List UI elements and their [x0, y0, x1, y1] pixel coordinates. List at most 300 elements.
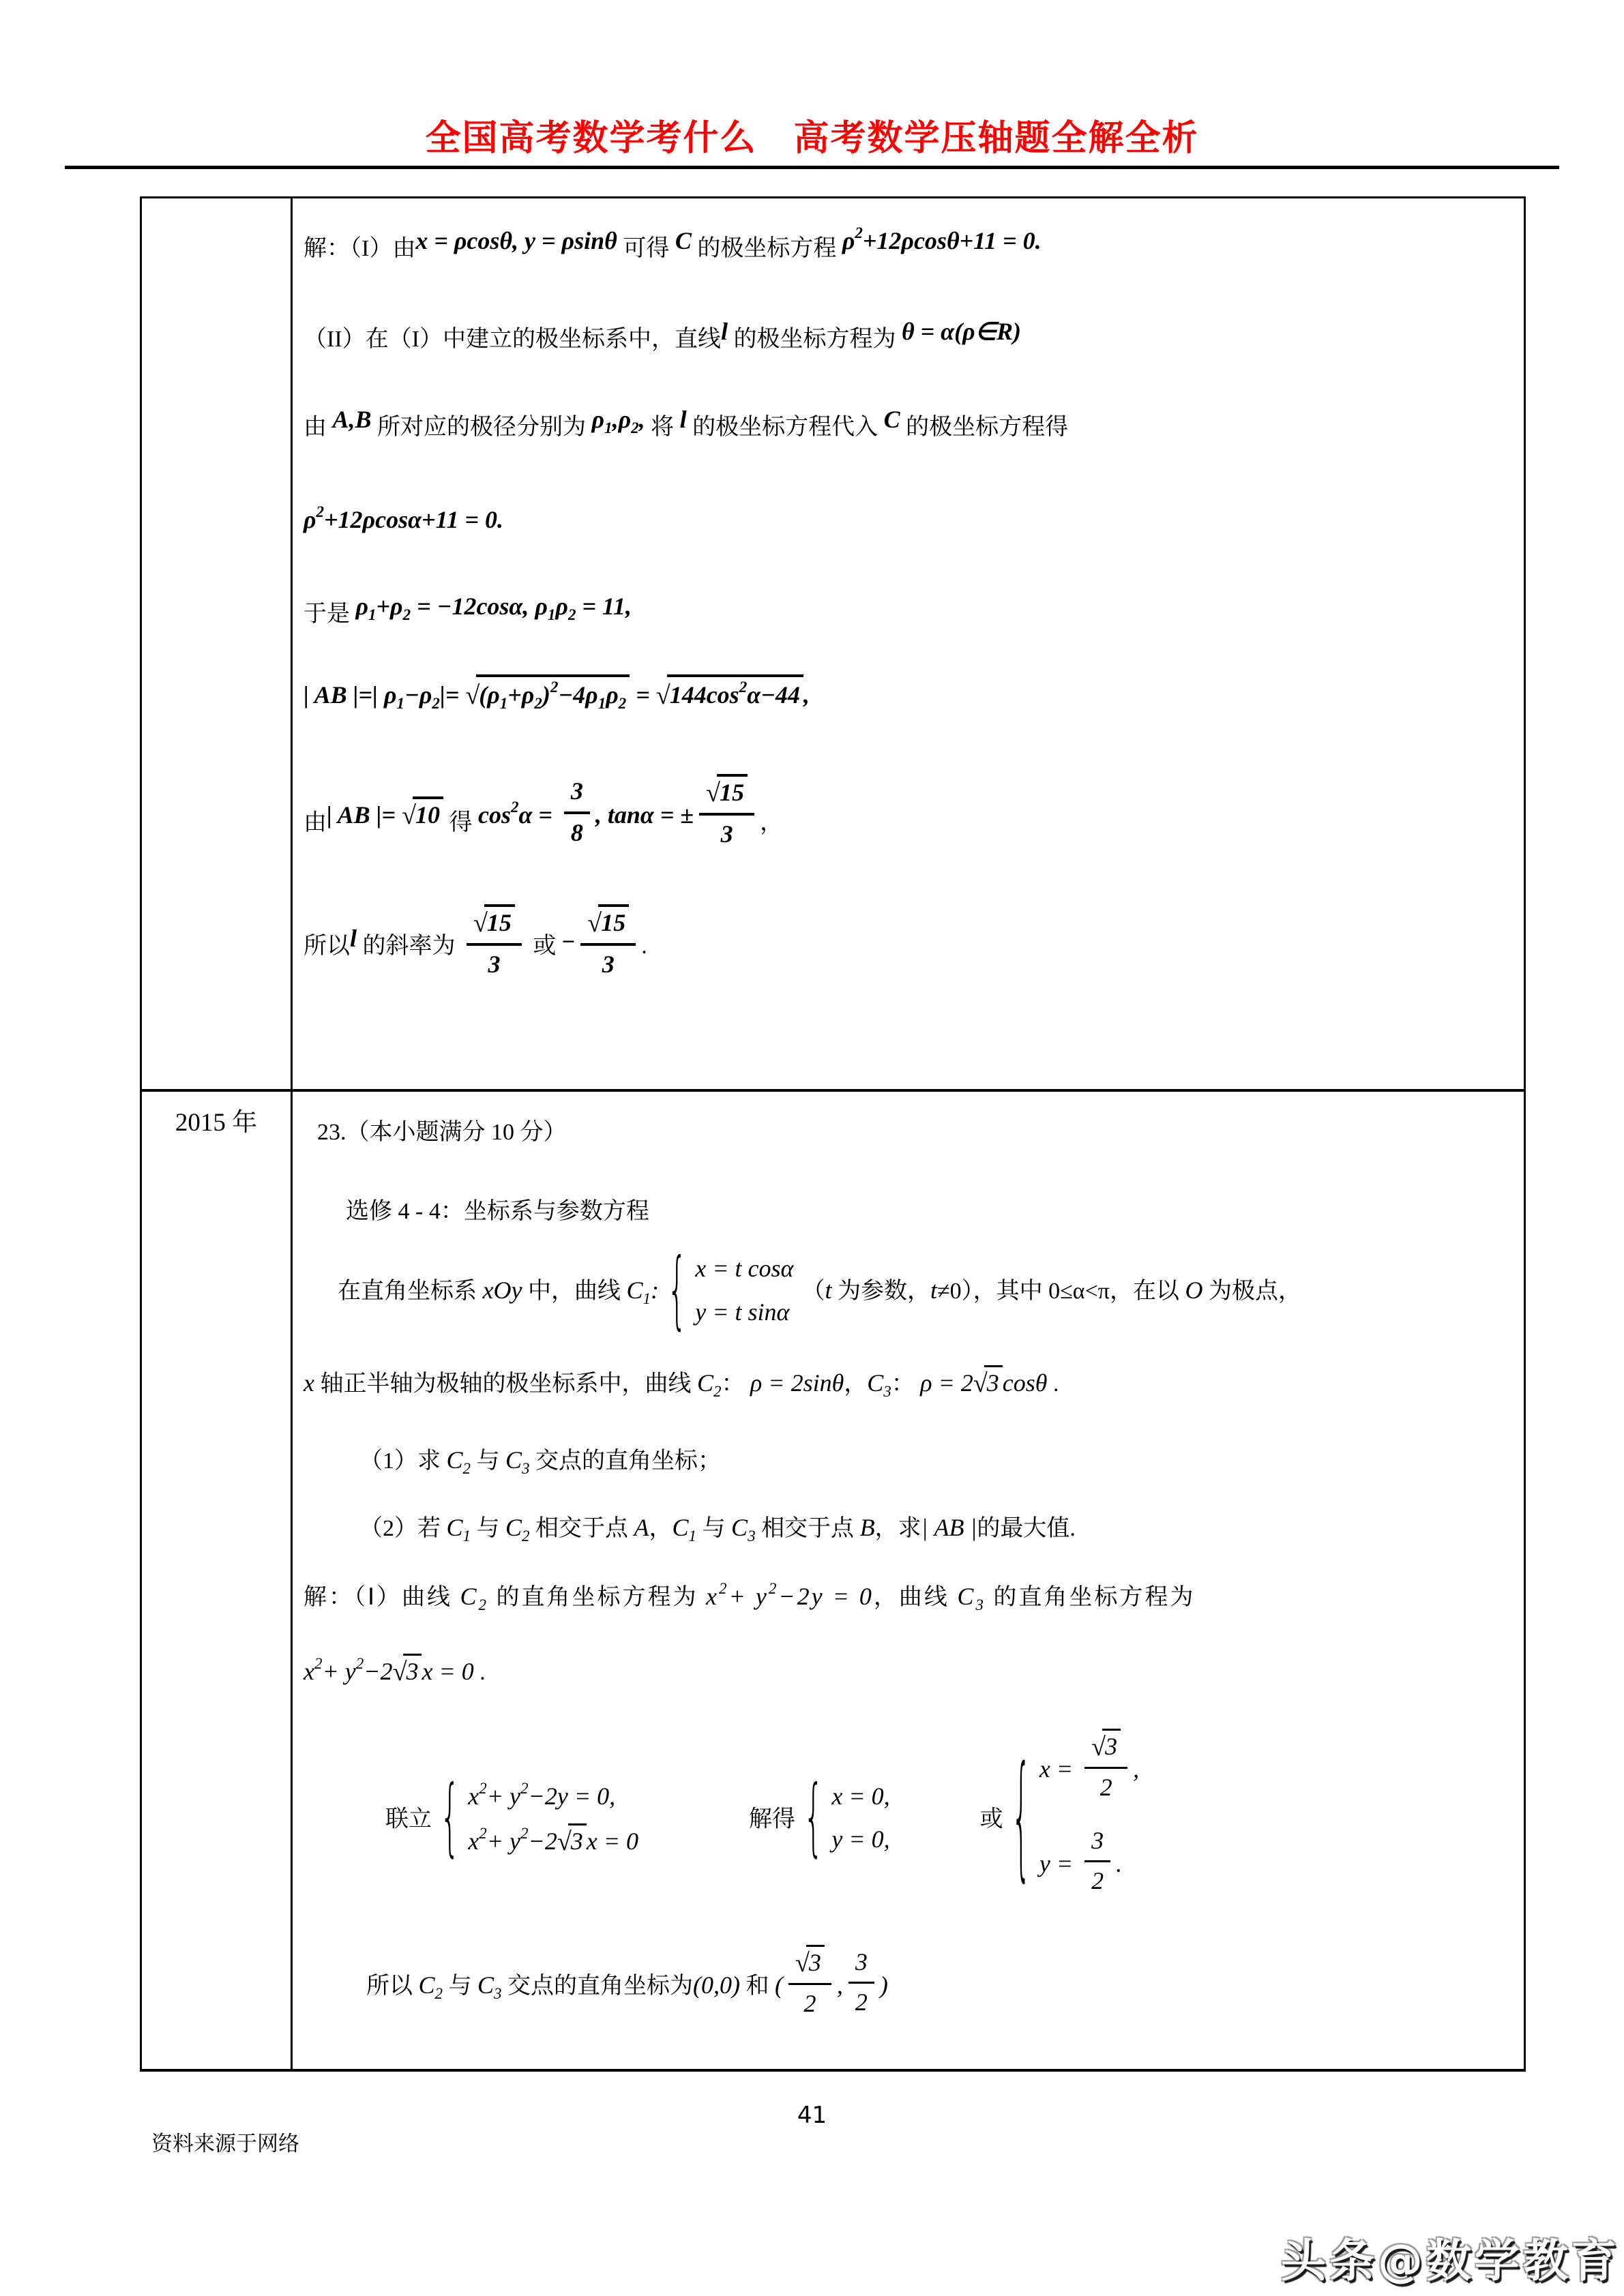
- subscript: 1: [499, 694, 508, 712]
- math-segment: 3: [808, 1948, 821, 1976]
- math-segment: O: [1185, 1277, 1203, 1304]
- math-segment: (: [775, 1971, 784, 1999]
- solution-line: [304, 223, 1509, 264]
- superscript: 2: [479, 1824, 487, 1842]
- math-segment: x: [304, 1369, 314, 1397]
- superscript: 2: [510, 798, 519, 816]
- math-segment: l: [350, 924, 357, 952]
- math-segment: , tanα = ±: [595, 801, 694, 829]
- text-segment: .: [473, 1660, 486, 1686]
- text-segment: 可得: [617, 236, 675, 261]
- text-segment: 由: [304, 415, 333, 441]
- math-run: [478, 779, 760, 856]
- math-segment: 15: [601, 908, 626, 936]
- text-segment: 和: [740, 1973, 776, 1999]
- text-segment: 所对应的极径分别为: [371, 415, 592, 441]
- system-row: [831, 1823, 889, 1855]
- math-segment: ρ = 2sinθ: [750, 1369, 844, 1397]
- table-row: [142, 198, 1524, 1092]
- math-segment: x: [468, 1827, 479, 1855]
- solution-line: [304, 502, 1509, 536]
- superscript: 2: [316, 503, 325, 520]
- square-root: [973, 1365, 1003, 1401]
- math-segment: ρ: [555, 592, 568, 620]
- subscript: 1: [396, 694, 405, 712]
- radical-sign: √: [587, 908, 602, 938]
- year-cell: [142, 1092, 293, 2069]
- math-segment: ρ = 2: [920, 1369, 973, 1397]
- solution-line: [304, 779, 1509, 856]
- math-segment: ,: [638, 406, 645, 434]
- numerator: [699, 774, 754, 814]
- math-segment: ρ: [355, 592, 369, 620]
- math-segment: C: [505, 1513, 522, 1541]
- math-segment: −2: [528, 1827, 557, 1855]
- math-segment: = −12cosα, ρ: [411, 592, 548, 620]
- numerator: [564, 775, 590, 811]
- math-segment: 3: [602, 951, 615, 979]
- text-segment: ：: [891, 1371, 921, 1397]
- math-segment: | AB |=: [327, 801, 402, 829]
- square-root: [402, 796, 443, 833]
- math-segment: C: [446, 1446, 463, 1474]
- math-segment: A: [634, 1513, 649, 1541]
- text-segment: ≠0），其中 0≤α<π，在以: [936, 1279, 1185, 1304]
- year-label: 2015 年: [175, 1109, 258, 1137]
- subscript: 1: [368, 606, 377, 623]
- problem-cell: [293, 1092, 1524, 2069]
- math-segment: cosθ: [1002, 1369, 1048, 1397]
- system-row: [695, 1253, 793, 1285]
- subscript: 3: [975, 1596, 986, 1614]
- text-segment: 所以: [304, 933, 350, 959]
- math-segment: −4ρ: [558, 681, 598, 709]
- text-segment: 于是: [304, 601, 356, 627]
- denominator: [564, 811, 590, 849]
- math-run: [680, 404, 687, 436]
- math-run: [356, 591, 632, 625]
- solution-line: [304, 1579, 1509, 1615]
- solution-line: [366, 1950, 1509, 2026]
- math-segment: + y: [486, 1827, 521, 1855]
- math-segment: |=: [439, 681, 466, 709]
- subscript: 2: [713, 1382, 722, 1400]
- denominator: [580, 943, 636, 981]
- solution-line: [304, 1654, 1509, 1689]
- math-segment: x: [468, 1782, 479, 1810]
- system-rows: [695, 1253, 793, 1328]
- math-segment: ,: [836, 1971, 843, 1999]
- text-segment: 解：（I）由: [304, 236, 416, 261]
- system-row: [1039, 1734, 1139, 1810]
- numerator: [467, 904, 522, 944]
- equation-system: [666, 1239, 794, 1339]
- math-segment: ρ: [591, 406, 605, 434]
- subscript: 2: [432, 694, 440, 712]
- text-segment: 的极坐标方程代入: [686, 415, 884, 441]
- math-run: [675, 225, 692, 257]
- math-run: [350, 923, 357, 955]
- math-segment: α =: [518, 801, 559, 829]
- text-segment: 为极点，: [1202, 1279, 1301, 1304]
- superscript: 2: [314, 1655, 323, 1673]
- radicand: [476, 674, 630, 714]
- fraction: [1084, 1729, 1127, 1804]
- text-segment: ，曲线: [873, 1585, 958, 1611]
- fraction: [580, 904, 636, 981]
- denominator: [1084, 1860, 1110, 1897]
- subscript: 2: [567, 606, 576, 623]
- math-segment: 144cos: [669, 681, 739, 709]
- page-number: 41: [797, 2102, 827, 2129]
- math-segment: ,: [803, 681, 810, 709]
- subscript: 2: [434, 1985, 443, 2003]
- denominator: [699, 813, 754, 850]
- text-segment: ：: [721, 1371, 750, 1397]
- subscript: 1: [604, 419, 612, 437]
- superscript: 2: [550, 678, 559, 696]
- equation-system: [803, 1767, 890, 1866]
- math-segment: x = 0: [586, 1827, 639, 1855]
- problem-line: [346, 1197, 1509, 1227]
- text-segment: ，: [760, 809, 784, 835]
- fraction: [848, 1946, 874, 2018]
- solution-line: [304, 316, 1509, 355]
- math-segment: −2: [364, 1658, 393, 1686]
- subscript: 3: [494, 1985, 502, 2003]
- system-row: [1039, 1826, 1139, 1903]
- radicand: [717, 774, 748, 809]
- math-run: [884, 404, 900, 436]
- radicand: [598, 904, 629, 939]
- math-segment: + y: [728, 1583, 769, 1611]
- math-segment: 10: [415, 801, 440, 829]
- math-segment: .: [1116, 1849, 1123, 1877]
- subscript: 2: [522, 1527, 530, 1545]
- numerator: [848, 1946, 874, 1982]
- radical-sign: √: [557, 1827, 572, 1856]
- text-segment: 选修 4 - 4：坐标系与参数方程: [346, 1199, 649, 1225]
- system-rows: [468, 1778, 638, 1859]
- math-segment: + y: [486, 1782, 521, 1810]
- system-row: [468, 1778, 638, 1813]
- math-segment: y = 0,: [831, 1825, 890, 1853]
- math-run: [721, 316, 728, 348]
- superscript: 2: [768, 1580, 779, 1598]
- superscript: 2: [520, 1779, 529, 1797]
- left-brace: {: [1011, 1736, 1031, 1895]
- math-run: [327, 796, 443, 833]
- subscript: 2: [462, 1459, 471, 1477]
- math-segment: xOy: [482, 1277, 522, 1304]
- math-segment: ρ: [606, 681, 619, 709]
- text-segment: 与: [443, 1973, 478, 1999]
- text-segment: 解得: [749, 1806, 796, 1832]
- fraction-prefix: −: [561, 929, 576, 955]
- square-root: [465, 674, 630, 714]
- denominator: [467, 943, 522, 981]
- subscript: 1: [643, 1290, 651, 1308]
- numerator: [788, 1945, 831, 1984]
- math-segment: 2: [1099, 1774, 1112, 1802]
- superscript: 2: [855, 224, 863, 241]
- equation-system: [440, 1767, 639, 1866]
- radicand: [484, 904, 515, 939]
- superscript: 2: [479, 1779, 487, 1797]
- radical-sign: √: [973, 1369, 988, 1398]
- subscript: 1: [462, 1527, 471, 1545]
- square-root: [587, 904, 629, 940]
- math-segment: + y: [322, 1658, 356, 1686]
- math-segment: y = t sinα: [695, 1298, 790, 1326]
- text-segment: （2）若: [359, 1515, 447, 1541]
- math-segment: = 11,: [576, 592, 632, 620]
- text-segment: 将: [645, 415, 680, 441]
- math-run: [902, 316, 1021, 348]
- source-note: 资料来源于网络: [151, 2132, 299, 2156]
- solution-line: [304, 591, 1509, 629]
- square-root: [1091, 1729, 1121, 1764]
- math-segment: 2: [855, 1988, 868, 2016]
- math-segment: x = 0,: [831, 1783, 890, 1810]
- problem-line: [359, 1512, 1509, 1547]
- subscript: 3: [883, 1382, 891, 1400]
- fraction: [467, 904, 522, 981]
- math-segment: (0,0): [693, 1971, 741, 1999]
- math-segment: x = ρcosθ, y = ρsinθ: [415, 227, 617, 254]
- math-segment: (ρ: [479, 681, 500, 709]
- system-rows: [1039, 1734, 1139, 1903]
- fraction: [699, 774, 754, 851]
- math-segment: C: [696, 1369, 713, 1397]
- math-segment: x: [304, 1658, 314, 1686]
- math-run: [842, 223, 1042, 257]
- math-segment: 8: [570, 818, 583, 846]
- system-row: [831, 1780, 889, 1813]
- text-segment: 轴正半轴为极轴的极坐标系中，曲线: [314, 1371, 697, 1397]
- math-segment: C: [418, 1971, 435, 1999]
- superscript: 2: [719, 1580, 729, 1598]
- system-row: [468, 1823, 638, 1859]
- math-segment: −2y = 0,: [528, 1782, 616, 1810]
- fraction: [1084, 1825, 1110, 1897]
- problem-line: [304, 1365, 1509, 1402]
- math-segment: 2: [803, 1990, 816, 2018]
- math-segment: C: [731, 1513, 748, 1541]
- subscript: 2: [402, 606, 411, 623]
- math-segment: 3: [986, 1369, 999, 1397]
- text-segment: 的极坐标方程为: [727, 327, 902, 353]
- math-segment: ,: [1133, 1755, 1140, 1783]
- solution-line: [304, 404, 1509, 443]
- math-segment: 15: [720, 778, 745, 806]
- page-title: 全国高考数学考什么 高考数学压轴题全解全析: [425, 119, 1199, 158]
- text-segment: ，: [649, 1515, 673, 1541]
- math-segment: 2: [1091, 1866, 1104, 1894]
- problem-line: [359, 1444, 1509, 1479]
- text-segment: 联立: [385, 1806, 432, 1832]
- radical-sign: √: [655, 681, 670, 710]
- math-segment: +ρ: [376, 592, 403, 620]
- square-root: [473, 904, 515, 940]
- solution-line: [304, 674, 1509, 714]
- subscript: 3: [748, 1527, 756, 1545]
- math-segment: x: [706, 1583, 720, 1611]
- math-segment: ): [879, 1971, 888, 1999]
- equation-system: [1012, 1734, 1139, 1903]
- math-segment: C: [883, 406, 900, 434]
- text-segment: 交点的直角坐标为: [501, 1973, 694, 1999]
- math-segment: x =: [1039, 1755, 1080, 1783]
- subscript: 1: [597, 694, 606, 712]
- radical-sign: √: [1091, 1732, 1106, 1761]
- math-segment: t: [825, 1277, 832, 1304]
- text-segment: 的直角坐标方程为: [488, 1585, 707, 1611]
- numerator: [1084, 1825, 1110, 1860]
- math-run: [415, 225, 617, 257]
- watermark: 头条@数学教育: [1281, 2235, 1620, 2287]
- table-row: [142, 1092, 1524, 2069]
- header-divider: [65, 166, 1559, 169]
- math-segment: 3: [488, 951, 501, 979]
- math-segment: y =: [1039, 1849, 1080, 1877]
- text-segment: ，求: [874, 1515, 921, 1541]
- square-root: [795, 1945, 825, 1980]
- math-segment: 3: [720, 820, 733, 848]
- text-segment: 得: [443, 809, 478, 835]
- solution-cell: [293, 198, 1524, 1089]
- math-segment: θ = α(ρ∈R): [901, 318, 1021, 346]
- year-cell-empty: [142, 198, 293, 1089]
- subscript: 1: [547, 606, 556, 623]
- radical-sign: √: [392, 1658, 407, 1687]
- subscript: 2: [534, 694, 542, 712]
- text-segment: 为参数，: [831, 1279, 930, 1304]
- math-segment: α−44: [747, 681, 800, 709]
- text-segment: 或: [979, 1806, 1003, 1832]
- math-segment: ρ: [304, 505, 316, 533]
- math-segment: 3: [570, 1827, 583, 1855]
- math-segment: l: [720, 318, 728, 346]
- superscript: 2: [739, 678, 748, 696]
- math-segment: 3: [406, 1658, 419, 1686]
- text-segment: 的极坐标方程: [691, 236, 842, 261]
- text-segment: 在直角坐标系: [338, 1279, 483, 1304]
- math-segment: l: [679, 406, 687, 434]
- math-segment: | AB |=| ρ: [304, 681, 397, 709]
- fraction: [788, 1945, 831, 2021]
- text-segment: 或: [527, 933, 562, 959]
- math-run: [333, 404, 372, 436]
- radicand: [667, 674, 803, 711]
- numerator: [580, 904, 636, 944]
- math-segment: C: [460, 1583, 479, 1611]
- math-segment: x = 0: [422, 1658, 474, 1686]
- solution-line: [304, 910, 1509, 987]
- text-segment: .: [1047, 1371, 1059, 1397]
- subscript: 2: [618, 694, 627, 712]
- math-segment: C: [957, 1583, 976, 1611]
- text-segment: （: [801, 1279, 825, 1304]
- text-segment: 相交于点: [529, 1515, 634, 1541]
- superscript: 2: [355, 1655, 364, 1673]
- text-segment: （II）在（I）中建立的极坐标系中，直线: [304, 327, 721, 353]
- math-segment: | AB |: [921, 1513, 977, 1541]
- system-rows: [831, 1780, 889, 1855]
- text-segment: 所以: [366, 1973, 419, 1999]
- radical-sign: √: [473, 908, 488, 938]
- text-segment: 与: [696, 1515, 732, 1541]
- text-segment: 解：（Ⅰ）曲线: [304, 1585, 460, 1611]
- math-segment: cos: [477, 801, 511, 829]
- square-root: [557, 1823, 587, 1859]
- text-segment: 的直角坐标方程为: [985, 1585, 1196, 1611]
- superscript: 2: [520, 1824, 529, 1842]
- denominator: [788, 1983, 831, 2020]
- math-segment: =: [630, 681, 656, 709]
- numerator: [1084, 1729, 1127, 1768]
- math-segment: C: [505, 1446, 522, 1474]
- left-brace: {: [440, 1767, 460, 1866]
- math-segment: ): [542, 681, 550, 709]
- radicand: [413, 796, 443, 831]
- subscript: 1: [688, 1527, 697, 1545]
- math-segment: −ρ: [404, 681, 432, 709]
- math-segment: x = t cosα: [695, 1255, 794, 1283]
- math-segment: B: [859, 1513, 875, 1541]
- text-segment: 由: [304, 809, 327, 835]
- subscript: 2: [478, 1596, 489, 1614]
- fraction: [564, 775, 590, 848]
- solution-line: [385, 1732, 1509, 1905]
- radical-sign: √: [795, 1948, 810, 1978]
- math-run: [592, 404, 645, 438]
- subscript: 3: [522, 1459, 530, 1477]
- math-segment: C: [675, 227, 692, 254]
- math-segment: ρ: [842, 227, 855, 254]
- text-segment: 的极坐标方程得: [900, 415, 1069, 441]
- math-segment: −2y = 0: [778, 1583, 874, 1611]
- square-root: [393, 1654, 422, 1689]
- text-segment: 的最大值.: [977, 1515, 1076, 1541]
- left-brace: {: [666, 1239, 688, 1339]
- math-segment: C: [446, 1513, 463, 1541]
- problem-line: [338, 1239, 1509, 1339]
- math-segment: A,B: [332, 406, 372, 434]
- math-segment: 3: [1091, 1826, 1104, 1854]
- math-segment: t: [930, 1277, 937, 1304]
- math-segment: 3: [855, 1948, 868, 1976]
- radical-sign: √: [706, 778, 721, 807]
- math-segment: ,ρ: [612, 406, 632, 434]
- math-segment: C: [672, 1513, 689, 1541]
- radical-sign: √: [402, 801, 416, 830]
- system-row: [695, 1296, 793, 1328]
- text-segment: （1）求: [359, 1448, 447, 1474]
- text-segment: 相交于点: [755, 1515, 860, 1541]
- math-segment: C: [477, 1971, 494, 1999]
- text-segment: .: [641, 933, 647, 959]
- text-segment: 的斜率为: [357, 933, 462, 959]
- denominator: [848, 1982, 874, 2018]
- math-segment: +12ρcosα+11 = 0.: [324, 505, 504, 533]
- math-segment: :: [650, 1277, 659, 1304]
- problem-line: [317, 1118, 1509, 1148]
- math-segment: 3: [570, 777, 583, 805]
- text-segment: 与: [471, 1515, 506, 1541]
- square-root: [656, 674, 803, 713]
- math-segment: 15: [486, 908, 512, 936]
